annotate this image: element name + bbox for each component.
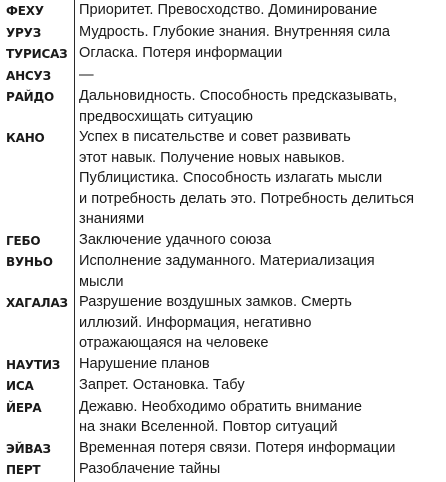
rune-meaning-line: знаниями <box>79 211 145 227</box>
rune-name: ФЕХУ <box>6 4 44 18</box>
rune-name: ГЕБО <box>6 233 41 248</box>
rune-name: НАУТИЗ <box>6 357 61 372</box>
rune-meaning <box>74 86 444 127</box>
rune-meaning <box>74 127 444 230</box>
rune-row <box>6 127 444 230</box>
rune-meaning-line: Разоблачение тайны <box>79 461 221 477</box>
rune-meanings-table <box>6 0 444 482</box>
rune-meaning-line: Исполнение задуманного. Материализация <box>79 253 375 269</box>
rune-row <box>6 86 444 127</box>
rune-meaning-line: отражающаяся на человеке <box>79 335 269 351</box>
rune-meaning-line: иллюзий. Информация, негативно <box>79 314 312 331</box>
rune-row <box>6 354 444 376</box>
rune-meaning-line: предвосхищать ситуацию <box>79 108 253 125</box>
rune-row <box>6 43 444 65</box>
rune-name: РАЙДО <box>6 90 55 104</box>
rune-row <box>6 251 444 292</box>
rune-row <box>6 397 444 438</box>
rune-meaning <box>74 43 444 64</box>
rune-meaning-line: — <box>79 66 94 83</box>
rune-row <box>6 375 444 397</box>
rune-meaning-line: Дальновидность. Способность предсказывать, <box>79 88 398 104</box>
rune-name: ИСА <box>6 379 34 393</box>
rune-meaning <box>74 0 444 21</box>
rune-row <box>6 292 444 354</box>
rune-meaning <box>74 292 444 354</box>
rune-name: ЙЕРА <box>6 400 42 415</box>
rune-name: АНСУЗ <box>6 68 51 83</box>
rune-meaning-line: этот навык. Получение новых навыков. <box>79 149 345 166</box>
rune-row <box>6 438 444 460</box>
rune-meaning-line: Мудрость. Глубокие знания. Внутренняя сила <box>79 23 390 40</box>
rune-meaning <box>74 65 444 86</box>
rune-row <box>6 230 444 252</box>
rune-name: ТУРИСАЗ <box>6 47 68 61</box>
rune-meaning-line: Заключение удачного союза <box>79 231 272 248</box>
rune-meaning-line: мысли <box>79 273 124 290</box>
rune-name: КАНО <box>6 131 45 145</box>
rune-meaning-line: Приоритет. Превосходство. Доминирование <box>79 2 378 18</box>
rune-meaning <box>74 375 444 396</box>
rune-name: УРУЗ <box>6 25 42 40</box>
rune-meaning <box>74 438 444 459</box>
rune-row <box>6 459 444 481</box>
rune-meaning <box>74 354 444 375</box>
rune-meaning <box>74 251 444 292</box>
rune-meaning-line: Разрушение воздушных замков. Смерть <box>79 294 352 310</box>
rune-meaning-line: Временная потеря связи. Потеря информации <box>79 439 396 456</box>
rune-name: ХАГАЛАЗ <box>6 296 68 310</box>
rune-row <box>6 65 444 87</box>
rune-meaning-line: Публицистика. Способность излагать мысли <box>79 170 383 186</box>
rune-meaning-line: и потребность делать это. Потребность делиться <box>79 190 415 207</box>
rune-meaning-line: на знаки Вселенной. Повтор ситуаций <box>79 419 338 435</box>
rune-meaning-line: Огласка. Потеря информации <box>79 45 283 61</box>
rune-name: ПЕРТ <box>6 463 41 477</box>
rune-meaning <box>74 397 444 438</box>
rune-row <box>6 22 444 44</box>
rune-row <box>6 0 444 22</box>
rune-name: ЭЙВАЗ <box>6 441 51 456</box>
rune-meaning-line: Нарушение планов <box>79 355 210 372</box>
rune-name: ВУНЬО <box>6 255 53 269</box>
rune-meaning <box>74 230 444 251</box>
rune-meaning-line: Запрет. Остановка. Табу <box>79 377 245 393</box>
rune-meaning-line: Дежавю. Необходимо обратить внимание <box>79 398 362 415</box>
rune-meaning <box>74 459 444 480</box>
rune-meaning-line: Успех в писательстве и совет развивать <box>79 129 351 145</box>
rune-meaning <box>74 22 444 43</box>
